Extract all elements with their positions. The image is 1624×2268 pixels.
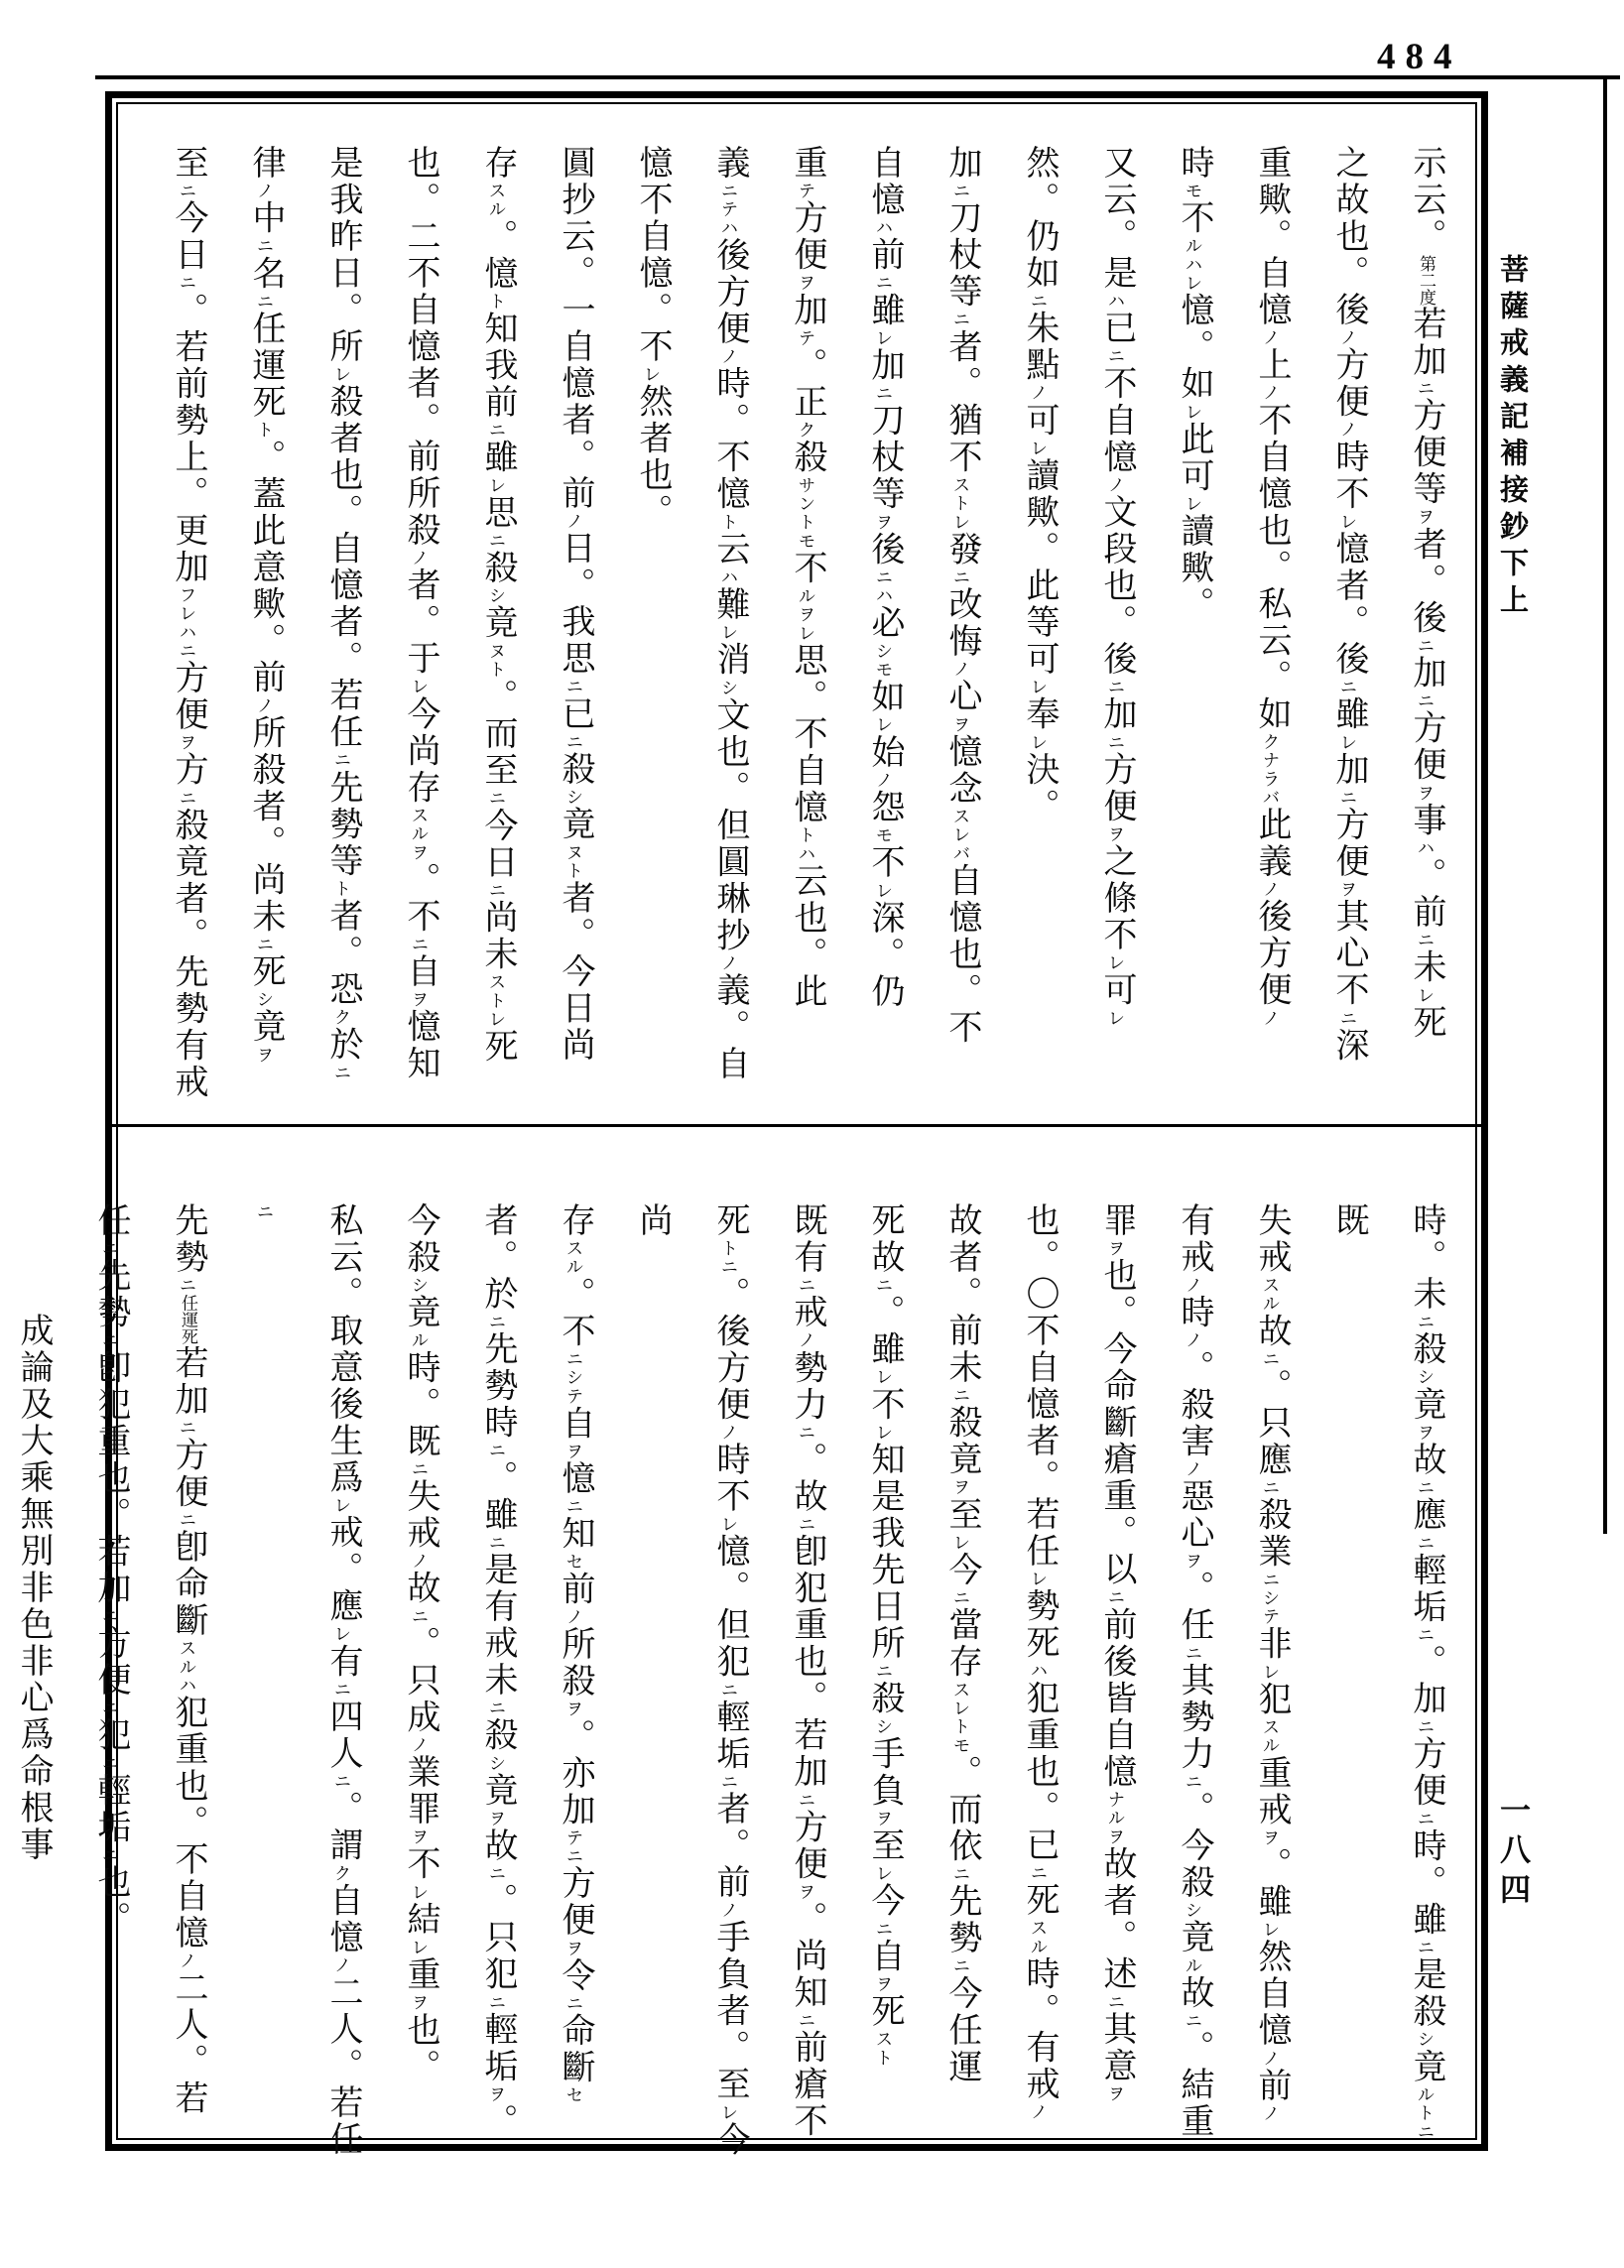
kunten-mark: ニ: [797, 1790, 816, 1810]
kunten-mark: レ: [1338, 732, 1358, 752]
kunten-mark: スル: [1029, 1919, 1049, 1956]
kunten-mark: ニ: [1416, 379, 1436, 398]
kunten-mark: ハ: [1029, 1661, 1049, 1681]
kunten-mark: ノ: [874, 770, 894, 790]
kunten-mark: ニ: [874, 273, 894, 293]
kunten-mark: ヲ: [1184, 1552, 1203, 1571]
kunten-mark: ニ: [951, 1588, 971, 1607]
kunten-mark: ノ: [255, 695, 275, 715]
kunten-mark: ノ: [1261, 328, 1281, 347]
text-column: 有戒ノ時ノ。殺害ノ惡心ヲ。任ニ其勢力ニ。今殺シ竟ル故ニ。結重: [1176, 1202, 1212, 2141]
kunten-mark: ノ: [255, 182, 275, 200]
kunten-mark: ニ: [1106, 1992, 1126, 2012]
kunten-mark: ニ: [487, 1441, 507, 1460]
kunten-mark: レ: [874, 1864, 894, 1883]
kunten-mark: スル: [1261, 1276, 1281, 1314]
kunten-mark: ニ: [332, 1680, 352, 1700]
kunten-mark: ニ: [951, 182, 971, 200]
kunten-mark: トニ: [719, 1239, 739, 1277]
kunten-mark: ノ: [1338, 328, 1358, 347]
text-column: 義ニテハ後方便ノ時。不憶ト云ハ難レ消シ文也。但圓琳抄ノ義。自: [711, 145, 748, 1083]
kunten-mark: レ: [410, 1882, 430, 1902]
kunten-mark: ニ: [178, 273, 197, 293]
kunten-mark: ノ: [1184, 1276, 1203, 1295]
kunten-mark: サントモ: [797, 475, 816, 551]
kunten-mark: ニ: [1261, 1349, 1281, 1369]
kunten-mark: セ: [564, 1552, 584, 1572]
kunten-mark: スル: [564, 1239, 584, 1277]
kunten-mark: レ: [332, 1496, 352, 1515]
kunten-mark: ニ: [1338, 678, 1358, 696]
kunten-mark: ノ: [1184, 1330, 1203, 1350]
kunten-mark: ニ: [719, 1772, 739, 1792]
kunten-mark: ト: [487, 292, 507, 312]
kunten-mark: ヲ: [255, 1045, 275, 1065]
kunten-mark: レ: [332, 1624, 352, 1644]
kunten-mark: セ: [564, 2085, 584, 2105]
kunten-mark: テ: [797, 328, 816, 348]
kunten-mark: ヲ: [410, 990, 430, 1009]
kunten-mark: ノ: [1261, 2049, 1281, 2068]
kunten-mark: ニハ: [874, 567, 894, 605]
text-column: 是我昨日。所レ殺者也。自憶者。若任ニ先勢等ト者。恐ク於ニ: [324, 145, 361, 1082]
kunten-mark: ニ: [1106, 346, 1126, 366]
kunten-mark: ニ: [1416, 1717, 1436, 1736]
text-column: 圓抄云。一自憶者。前ノ日。我思ニ已ニ殺シ竟ヌト者。今日尚: [557, 145, 593, 1065]
kunten-mark: ヲ: [797, 1882, 816, 1902]
kunten-mark: ニ: [178, 182, 197, 200]
kunten-mark: ニ: [1184, 2011, 1203, 2031]
kunten-mark: ニ: [797, 1515, 816, 1534]
kunten-mark: ニ: [1416, 1533, 1436, 1553]
kunten-mark: ルハレ: [1184, 236, 1203, 293]
kunten-mark: ニ: [1416, 1313, 1436, 1331]
kunten-mark: ニ: [874, 1919, 894, 1939]
kunten-mark: ノ: [719, 1901, 739, 1920]
text-column: 也。二不自憶者。前所殺ノ者。于レ今尚存スルヲ。不ニ自ヲ憶知: [402, 145, 438, 1082]
text-column: 自憶ハ前ニ雖レ加ニ刀杖等ヲ後ニハ必シモ如レ始ノ怨モ不レ深。仍: [866, 145, 903, 1010]
kunten-mark: シ: [255, 990, 275, 1009]
kunten-mark: ニシテ: [1261, 1570, 1281, 1626]
kunten-mark: ヲ: [564, 1700, 584, 1718]
text-column: 重テ方便ヲ加テ。正ク殺サントモ不ルヲレ思。不自憶トハ云也。此: [789, 145, 825, 1010]
kunten-mark: ヲ: [1106, 824, 1126, 844]
kunten-mark: ヲ: [487, 2084, 507, 2104]
kunten-mark: ニ: [332, 1063, 352, 1082]
page-number: 484: [1377, 37, 1462, 77]
kunten-mark: ニ: [874, 1662, 894, 1681]
kunten-mark: レ: [1261, 1662, 1281, 1682]
kunten-mark: シ: [410, 1276, 430, 1295]
kunten-mark: ニ: [1416, 1478, 1436, 1497]
text-column: 死トニ。後方便ノ時不レ憶。但犯ニ輕垢ニ者。前ノ手負者。至レ今尚: [634, 1202, 748, 2159]
text-column: 者。於ニ先勢時ニ。雖ニ是有戒未ニ殺シ竟ヲ故ニ。只犯ニ輕垢ヲ。: [479, 1202, 516, 2141]
kunten-mark: ニ: [487, 531, 507, 551]
kunten-mark: ノ: [410, 1552, 430, 1571]
kunten-mark: ニ: [874, 1276, 894, 1295]
kunten-mark: ヲ: [410, 1827, 430, 1846]
upper-text-block: [145, 145, 1464, 1105]
kunten-mark: スルヲ: [410, 806, 430, 862]
kunten-mark: ニシテ: [564, 1349, 584, 1406]
kunten-mark: ルヲレ: [797, 586, 816, 643]
kunten-mark: スル: [1261, 1717, 1281, 1755]
kunten-mark: モ: [874, 825, 894, 845]
text-column: 至ニ今日ニ。若前勢上。更加フレハニ方便ヲ方ニ殺竟者。先勢有戒: [170, 145, 206, 1101]
kunten-mark: ニ: [410, 935, 430, 954]
kunten-mark: ノ: [1106, 475, 1126, 495]
kunten-mark: ノ: [1261, 383, 1281, 403]
kunten-mark: ニ: [1106, 1587, 1126, 1607]
kunten-mark: ヲ: [410, 1993, 430, 2012]
text-column: 私云。取意後生爲レ戒。應レ有ニ四人ニ。謂ク自憶ノ二人。若任ニ: [255, 1202, 361, 2159]
folio-number: 一八四: [1495, 1794, 1530, 1913]
kunten-mark: ニ: [564, 1993, 584, 2013]
kunten-mark: ハ: [874, 218, 894, 237]
kunten-mark: ニ: [951, 567, 971, 587]
kunten-mark: シ: [1184, 1901, 1203, 1920]
kunten-mark: ノ: [1261, 1008, 1281, 1028]
kunten-mark: ニ: [255, 236, 275, 256]
kunten-mark: ト: [255, 421, 275, 440]
kunten-mark: シ: [487, 586, 507, 605]
kunten-mark: スレバ: [951, 807, 971, 863]
kunten-mark: ニ: [255, 292, 275, 312]
kunten-mark: スレトモ: [951, 1680, 971, 1755]
lower-text-block: [15, 1202, 1464, 2163]
kunten-mark: ニテハ: [719, 182, 739, 238]
kunten-mark: ヲ: [874, 1974, 894, 1994]
text-column: 也。〇不自憶者。若任レ勢死ハ犯重也。已ニ死スル時。有戒ノ: [1021, 1202, 1058, 2122]
kunten-mark: ルトニ: [1416, 2084, 1436, 2141]
kunten-mark: ニ: [1106, 732, 1126, 752]
kunten-mark: ノ: [1261, 2103, 1281, 2123]
kunten-mark: レ: [1029, 1570, 1049, 1588]
kunten-mark: ヲ: [1106, 1239, 1126, 1258]
kunten-mark: ニ: [178, 1510, 197, 1530]
kunten-mark: フレハニ: [178, 585, 197, 661]
kunten-mark: ヲ: [874, 1809, 894, 1828]
kunten-mark: ヲ: [487, 1809, 507, 1828]
kunten-mark: ニ: [487, 1699, 507, 1717]
kunten-mark: ヲ: [564, 1939, 584, 1957]
kunten-mark: ル: [410, 1330, 430, 1350]
kunten-mark: ヲ: [951, 714, 971, 734]
kunten-mark: レ: [410, 1938, 430, 1957]
kunten-mark: ノ: [564, 1607, 584, 1627]
kunten-mark: ニ: [487, 789, 507, 808]
warichu-note: 任運死: [179, 1294, 197, 1345]
kunten-mark: ニ: [1029, 292, 1049, 311]
kunten-mark: レ: [874, 328, 894, 348]
kunten-mark: ヲ: [797, 273, 816, 293]
kunten-mark: ニ: [487, 1533, 507, 1553]
kunten-mark: ク: [332, 1008, 352, 1027]
kunten-mark: ヲ: [1261, 1827, 1281, 1847]
kunten-mark: ノ: [1261, 880, 1281, 899]
kunten-mark: ト: [719, 512, 739, 532]
text-column: 又云。是ハ已ニ不自憶ノ文段也。後ニ加ニ方便ヲ之條不レ可レ: [1098, 145, 1135, 1028]
kunten-mark: レ: [410, 677, 430, 696]
kunten-mark: ハ: [1106, 292, 1126, 311]
kunten-mark: ニ: [487, 421, 507, 440]
kunten-mark: ニ: [951, 310, 971, 329]
kunten-mark: ノ: [1029, 383, 1049, 403]
kunten-mark: レ: [1029, 732, 1049, 752]
kunten-mark: レ: [332, 365, 352, 384]
text-column: 時モ不ルハレ憶。如レ此可レ讀歟。: [1176, 145, 1212, 624]
warichu-note: 第二度: [1417, 255, 1436, 306]
kunten-mark: ニ: [951, 1864, 971, 1884]
kunten-mark: ノ: [797, 1330, 816, 1350]
kunten-mark: ヲ: [951, 1477, 971, 1497]
text-column: 今殺シ竟ル時。既ニ失戒ノ故ニ。只成ノ業罪ヲ不レ結レ重ヲ也。: [402, 1202, 438, 2085]
kunten-mark: ノ: [564, 512, 584, 531]
kunten-mark: ヲ: [1338, 880, 1358, 899]
kunten-mark: シ: [719, 678, 739, 697]
kunten-mark: ニ: [100, 1845, 120, 1865]
kunten-mark: ニ: [1338, 1008, 1358, 1028]
kunten-mark: レ: [719, 2102, 739, 2122]
kunten-mark: ニ: [564, 1497, 584, 1516]
kunten-mark: ニ: [1416, 1809, 1436, 1828]
text-column: 罪ヲ也。今命斷瘡重。以ニ前後皆自憶ナルヲ故者。述ニ其意ヲ: [1098, 1202, 1135, 2103]
kunten-mark: レ: [874, 715, 894, 734]
text-column: 存スル。不ニシテ自ヲ憶ニ知セ前ノ所殺ヲ。亦加テニ方便ヲ令ニ命斷セ: [557, 1202, 593, 2105]
kunten-mark: クナラバ: [1261, 732, 1281, 808]
kunten-mark: ニ: [255, 1202, 275, 1221]
kunten-mark: ニ: [951, 1956, 971, 1975]
text-column: 故者。前未ニ殺竟ヲ至レ今ニ當存スレトモ。而依ニ先勢ニ今任運: [943, 1202, 980, 2085]
kunten-mark: ニ: [487, 1313, 507, 1331]
kunten-mark: テニ: [564, 1827, 584, 1866]
kunten-mark: ヲ: [564, 1442, 584, 1461]
kunten-mark: ストレ: [487, 972, 507, 1029]
text-column: 任ニ先勢ニ卽犯重也。若加ニ方便ニ犯ニ輕垢ニ也。: [92, 1202, 129, 1939]
kunten-mark: ヲ: [1416, 783, 1436, 803]
kunten-mark: レ: [951, 1533, 971, 1553]
kunten-mark: ニ: [797, 2011, 816, 2030]
kunten-mark: ニ: [487, 880, 507, 900]
kunten-mark: ノ: [1338, 420, 1358, 440]
kunten-mark: レ: [719, 1515, 739, 1534]
kunten-mark: レ: [719, 623, 739, 642]
text-column: 之故也。後ノ方便ノ時不レ憶者。後ニ雖レ加ニ方便ヲ其心不ニ深: [1330, 145, 1367, 1065]
kunten-mark: ニ: [100, 1330, 120, 1350]
text-column: 示云。第二度若加ニ方便等ヲ者。後ニ加ニ方便ヲ事ハ。前ニ未レ死: [1408, 145, 1444, 1042]
text-column: 失戒スル故ニ。只應ニ殺業ニシテ非レ犯スル重戒ヲ。雖レ然自憶ノ前ノ: [1253, 1202, 1290, 2123]
kunten-mark: ニ: [564, 677, 584, 696]
kunten-mark: ニ: [1416, 692, 1436, 710]
kunten-mark: ニ: [100, 1606, 120, 1626]
kunten-mark: スルハ: [178, 1639, 197, 1696]
kunten-mark: ニ: [178, 1418, 197, 1438]
text-column: 加ニ刀杖等ニ者。猶不ストレ發ニ改悔ノ心ヲ憶念スレバ自憶也。不: [943, 145, 980, 1047]
kunten-mark: シモ: [874, 641, 894, 680]
kunten-mark: ハ: [719, 567, 739, 587]
kunten-mark: レ: [1029, 439, 1049, 458]
kunten-mark: ニ: [1416, 1625, 1436, 1645]
kunten-mark: ニ: [1106, 678, 1126, 696]
kunten-mark: ニ: [100, 1699, 120, 1717]
kunten-mark: ニ: [1416, 636, 1436, 656]
kunten-mark: ヲ: [1416, 1423, 1436, 1443]
kunten-mark: ノ: [1029, 2102, 1049, 2122]
kunten-mark: ヲ: [178, 733, 197, 752]
kunten-mark: モ: [1184, 182, 1203, 200]
kunten-mark: ニ: [332, 750, 352, 770]
kunten-mark: レ: [1184, 402, 1203, 422]
kunten-mark: スル: [487, 182, 507, 219]
kunten-mark: ニ: [255, 935, 275, 954]
kunten-mark: ト: [332, 879, 352, 899]
kunten-mark: ニ: [1184, 1772, 1203, 1792]
kunten-mark: ノ: [410, 549, 430, 567]
kunten-mark: ニ: [1261, 1478, 1281, 1497]
kunten-mark: ナルヲ: [1106, 1790, 1126, 1846]
text-column: 存スル。憶ト知我前ニ雖レ思ニ殺シ竟ヌト。而至ニ今日ニ尚未ストレ死: [479, 145, 516, 1066]
kunten-mark: ニ: [487, 1864, 507, 1883]
kunten-mark: ニ: [410, 1459, 430, 1479]
text-column: 既有ニ戒ノ勢力ニ。故ニ卽犯重也。若加ニ方便ヲ。尚知ニ前瘡不: [789, 1202, 825, 2140]
kunten-mark: ニ: [1416, 1938, 1436, 1957]
text-column: 成論及大乘無別非色非心爲命根事: [15, 1202, 52, 1863]
kunten-mark: レ: [1106, 953, 1126, 972]
kunten-mark: ニ: [1029, 1863, 1049, 1883]
text-column: 時。未ニ殺シ竟ヲ故ニ應ニ輕垢ニ。加ニ方便ニ時。雖ニ是殺シ竟ルトニ既: [1330, 1202, 1444, 2141]
kunten-mark: テ: [797, 182, 816, 200]
kunten-mark: ノ: [719, 953, 739, 973]
kunten-mark: ヌト: [564, 842, 584, 881]
kunten-mark: ニ: [719, 1680, 739, 1700]
kunten-mark: ノ: [719, 347, 739, 366]
kunten-mark: シ: [874, 1716, 894, 1736]
kunten-mark: ニ: [564, 732, 584, 752]
kunten-mark: トハ: [797, 825, 816, 863]
kunten-mark: ニ: [951, 1386, 971, 1405]
kunten-mark: シ: [564, 788, 584, 807]
text-column: 重歟。自憶ノ上ノ不自憶也。私云。如クナラバ此義ノ後方便ノ: [1253, 145, 1290, 1028]
kunten-mark: ヲ: [874, 512, 894, 532]
kunten-mark: ニ: [100, 1753, 120, 1773]
kunten-mark: ニ: [487, 1992, 507, 2012]
kunten-mark: ニ: [797, 1276, 816, 1295]
text-column: 然。仍如ニ朱點ノ可レ讀歟。此等可レ奉レ決。: [1021, 145, 1058, 825]
kunten-mark: ニ: [100, 1239, 120, 1258]
margin-book-title: 菩薩戒義記補接鈔下上: [1496, 254, 1528, 621]
block-divider-line: [112, 1124, 1481, 1127]
kunten-mark: ニ: [1184, 1643, 1203, 1663]
kunten-mark: シ: [487, 1753, 507, 1773]
kunten-mark: ク: [332, 1863, 352, 1883]
kunten-mark: レ: [1029, 678, 1049, 696]
kunten-mark: ストレ: [951, 475, 971, 532]
kunten-mark: ニ: [874, 384, 894, 403]
kunten-mark: ル: [1184, 1955, 1203, 1975]
text-column: 死故ニ。雖レ不レ知是我先日所ニ殺シ手負ヲ至レ今ニ自ヲ死スト: [866, 1202, 903, 2068]
kunten-mark: ニ: [1416, 931, 1436, 949]
kunten-mark: ノ: [332, 1955, 352, 1975]
kunten-mark: レ: [1261, 1920, 1281, 1940]
kunten-mark: ニ: [178, 1276, 197, 1295]
kunten-mark: ク: [797, 421, 816, 440]
kunten-mark: レ: [487, 475, 507, 495]
kunten-mark: ノ: [719, 1423, 739, 1443]
kunten-mark: ノ: [1184, 1459, 1203, 1479]
kunten-mark: ヲ: [1416, 507, 1436, 527]
kunten-mark: レ: [874, 881, 894, 900]
kunten-mark: スト: [874, 2030, 894, 2068]
text-column: 先勢ニ任運死若加ニ方便ニ卽命斷スルハ犯重也。不自憶ノ二人。若: [170, 1202, 206, 2117]
kunten-mark: ニ: [332, 1772, 352, 1791]
kunten-mark: レ: [642, 365, 662, 384]
kunten-mark: レ: [1338, 512, 1358, 532]
kunten-mark: レ: [874, 1367, 894, 1387]
kunten-mark: ノ: [178, 1952, 197, 1970]
kunten-mark: ヲ: [1106, 2084, 1126, 2103]
kunten-mark: レ: [874, 1423, 894, 1443]
kunten-mark: ノ: [410, 1735, 430, 1755]
kunten-mark: ニ: [178, 788, 197, 808]
kunten-mark: ニ: [1338, 788, 1358, 808]
kunten-mark: ニ: [410, 1606, 430, 1626]
kunten-mark: ニ: [797, 1423, 816, 1443]
scan-edge-right-line: [1603, 75, 1607, 1534]
kunten-mark: ノ: [951, 660, 971, 679]
kunten-mark: シ: [1416, 2030, 1436, 2049]
text-column: 憶不自憶。不レ然者也。: [634, 145, 671, 531]
text-column: 律ノ中ニ名ニ任運死ト。蓋此意歟。前ノ所殺者。尚未ニ死シ竟ヲ: [247, 145, 284, 1065]
kunten-mark: ヌト: [487, 641, 507, 680]
kunten-mark: レ: [1184, 494, 1203, 514]
kunten-mark: レ: [1106, 1008, 1126, 1028]
kunten-mark: シ: [1416, 1367, 1436, 1387]
kunten-mark: ハ: [1416, 838, 1436, 858]
kunten-mark: レ: [1416, 985, 1436, 1005]
